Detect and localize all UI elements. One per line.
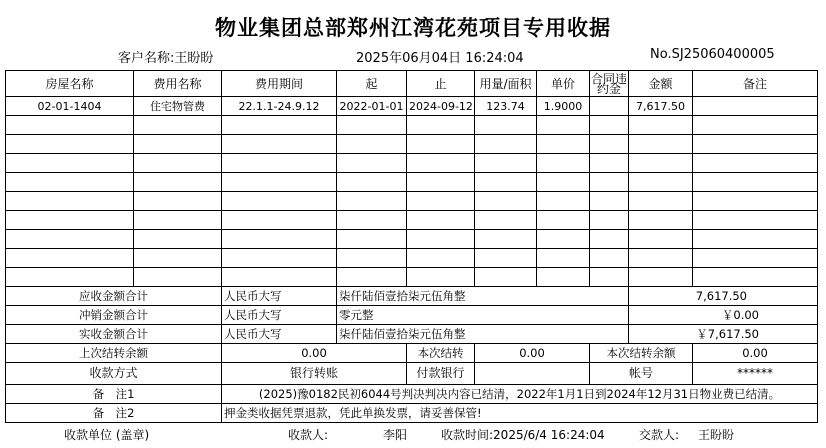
end-date-cell: 2024-09-12 xyxy=(407,97,475,116)
column-header: 备注 xyxy=(693,71,818,97)
receivable-total-row xyxy=(6,287,818,306)
empty-cell xyxy=(537,116,590,135)
note2-text: 押金类收据凭票退款，凭此单换发票，请妥善保管! xyxy=(222,404,818,423)
empty-cell xyxy=(629,192,693,211)
empty-cell xyxy=(407,173,475,192)
collection-time: 收款时间:2025/6/4 16:24:04 xyxy=(441,428,605,442)
empty-cell xyxy=(693,230,818,249)
empty-cell xyxy=(475,230,537,249)
empty-cell xyxy=(222,211,337,230)
caps-label: 人民币大写 xyxy=(222,325,337,344)
offset-total-label: 冲销金额合计 xyxy=(6,306,222,325)
account-label: 帐号 xyxy=(590,363,693,385)
empty-row xyxy=(6,116,818,135)
empty-cell xyxy=(6,135,134,154)
empty-cell xyxy=(537,173,590,192)
empty-cell xyxy=(590,230,629,249)
actual-total-row xyxy=(6,325,818,344)
empty-cell xyxy=(134,192,222,211)
price-cell: 1.9000 xyxy=(537,97,590,116)
empty-cell xyxy=(337,154,407,173)
empty-cell xyxy=(337,116,407,135)
amount-cell: 7,617.50 xyxy=(629,97,693,116)
empty-row xyxy=(6,230,818,249)
empty-cell xyxy=(693,135,818,154)
actual-caps-amount: 柒仟陆佰壹拾柒元伍角整 xyxy=(337,325,629,344)
empty-cell xyxy=(222,192,337,211)
caps-label: 人民币大写 xyxy=(222,306,337,325)
column-header: 合同违约金 xyxy=(590,71,627,96)
empty-cell xyxy=(475,192,537,211)
note2-label: 备 注2 xyxy=(6,404,222,423)
period-cell: 22.1.1-24.9.12 xyxy=(222,97,337,116)
empty-row xyxy=(6,268,818,287)
actual-total-label: 实收金额合计 xyxy=(6,325,222,344)
empty-cell xyxy=(6,268,134,287)
empty-cell xyxy=(222,173,337,192)
empty-cell xyxy=(337,192,407,211)
empty-cell xyxy=(134,173,222,192)
offset-total-row xyxy=(6,306,818,325)
payee-label: 收款人: xyxy=(288,428,329,442)
empty-cell xyxy=(407,211,475,230)
empty-cell xyxy=(629,135,693,154)
column-header: 止 xyxy=(407,71,475,97)
empty-cell xyxy=(407,268,475,287)
empty-cell xyxy=(629,154,693,173)
empty-cell xyxy=(337,268,407,287)
note1-row xyxy=(6,385,818,404)
empty-cell xyxy=(6,249,134,268)
penalty-cell xyxy=(590,97,629,116)
empty-cell xyxy=(590,135,629,154)
empty-cell xyxy=(222,249,337,268)
column-header: 用量/面积 xyxy=(475,71,537,97)
start-date-cell: 2022-01-01 xyxy=(337,97,407,116)
empty-cell xyxy=(475,268,537,287)
empty-cell xyxy=(337,211,407,230)
empty-row xyxy=(6,173,818,192)
empty-row xyxy=(6,211,818,230)
empty-row xyxy=(6,192,818,211)
empty-cell xyxy=(693,249,818,268)
empty-cell xyxy=(337,173,407,192)
carry-over-row xyxy=(6,344,818,363)
empty-cell xyxy=(537,230,590,249)
usage-cell: 123.74 xyxy=(475,97,537,116)
empty-cell xyxy=(629,268,693,287)
receivable-total-label: 应收金额合计 xyxy=(6,287,222,306)
empty-cell xyxy=(693,173,818,192)
empty-cell xyxy=(475,135,537,154)
empty-cell xyxy=(407,116,475,135)
this-carry-value: 0.00 xyxy=(475,344,590,363)
receivable-caps-amount: 柒仟陆佰壹拾柒元伍角整 xyxy=(337,287,629,306)
empty-cell xyxy=(590,211,629,230)
empty-cell xyxy=(407,230,475,249)
caps-label: 人民币大写 xyxy=(222,287,337,306)
empty-cell xyxy=(629,116,693,135)
empty-cell xyxy=(537,211,590,230)
empty-cell xyxy=(590,268,629,287)
empty-cell xyxy=(222,135,337,154)
payment-method-value: 银行转账 xyxy=(222,363,407,385)
column-header: 单价 xyxy=(537,71,590,97)
empty-cell xyxy=(693,192,818,211)
empty-cell xyxy=(337,135,407,154)
empty-cell xyxy=(222,230,337,249)
empty-cell xyxy=(537,249,590,268)
payee-name: 李阳 xyxy=(383,428,408,442)
payment-bank-label: 付款银行 xyxy=(407,363,475,385)
empty-cell xyxy=(590,116,629,135)
this-carry-balance-value: 0.00 xyxy=(693,344,818,363)
empty-cell xyxy=(629,211,693,230)
empty-cell xyxy=(134,211,222,230)
this-carry-label: 本次结转 xyxy=(407,344,475,363)
empty-cell xyxy=(134,249,222,268)
empty-cell xyxy=(6,211,134,230)
collecting-unit-label: 收款单位 (盖章) xyxy=(64,428,150,442)
empty-cell xyxy=(134,230,222,249)
customer-name: 客户名称:王盼盼 xyxy=(118,51,214,66)
empty-cell xyxy=(6,116,134,135)
empty-cell xyxy=(6,154,134,173)
empty-cell xyxy=(337,249,407,268)
empty-cell xyxy=(475,249,537,268)
empty-cell xyxy=(693,116,818,135)
column-header: 金额 xyxy=(629,71,693,97)
empty-cell xyxy=(407,192,475,211)
empty-cell xyxy=(629,230,693,249)
empty-cell xyxy=(537,192,590,211)
offset-amount: ￥0.00 xyxy=(629,306,818,325)
empty-cell xyxy=(537,135,590,154)
empty-cell xyxy=(222,116,337,135)
empty-cell xyxy=(407,154,475,173)
empty-cell xyxy=(407,249,475,268)
column-header: 起 xyxy=(337,71,407,97)
empty-cell xyxy=(693,154,818,173)
empty-cell xyxy=(134,116,222,135)
table-row xyxy=(6,97,818,116)
last-carry-label: 上次结转余额 xyxy=(6,344,222,363)
empty-cell xyxy=(693,211,818,230)
note2-row xyxy=(6,404,818,423)
room-cell: 02-01-1404 xyxy=(6,97,134,116)
payer-label: 交款人: xyxy=(639,428,680,442)
remark-cell xyxy=(693,97,818,116)
account-value: ****** xyxy=(693,363,818,385)
note1-label: 备 注1 xyxy=(6,385,222,404)
empty-cell xyxy=(537,154,590,173)
empty-cell xyxy=(475,173,537,192)
payer-name: 王盼盼 xyxy=(698,428,735,442)
empty-row xyxy=(6,135,818,154)
empty-cell xyxy=(629,249,693,268)
empty-cell xyxy=(6,230,134,249)
receipt-datetime: 2025年06月04日 16:24:04 xyxy=(356,51,524,66)
receipt-title: 物业集团总部郑州江湾花苑项目专用收据 xyxy=(215,15,611,40)
empty-cell xyxy=(475,211,537,230)
empty-cell xyxy=(590,249,629,268)
empty-cell xyxy=(475,116,537,135)
fee-name-cell: 住宅物管费 xyxy=(134,97,222,116)
empty-cell xyxy=(475,154,537,173)
column-header: 费用名称 xyxy=(134,71,222,97)
empty-row xyxy=(6,154,818,173)
payment-row xyxy=(6,363,818,385)
column-header: 费用期间 xyxy=(222,71,337,97)
receivable-amount: 7,617.50 xyxy=(629,287,818,306)
receipt-number: No.SJ25060400005 xyxy=(650,47,775,62)
empty-cell xyxy=(134,268,222,287)
table-header-row xyxy=(6,71,818,97)
empty-cell xyxy=(590,154,629,173)
this-carry-balance-label: 本次结转余额 xyxy=(590,344,693,363)
receipt-table xyxy=(5,70,818,423)
payment-method-label: 收款方式 xyxy=(6,363,222,385)
actual-amount: ￥7,617.50 xyxy=(629,325,818,344)
empty-cell xyxy=(407,135,475,154)
empty-cell xyxy=(134,135,222,154)
empty-cell xyxy=(590,173,629,192)
note1-text: (2025)豫0182民初6044号判决判决内容已结清，2022年1月1日到2024年12月31日物业费已结清。 xyxy=(222,385,818,404)
empty-cell xyxy=(693,268,818,287)
empty-cell xyxy=(134,154,222,173)
column-header: 房屋名称 xyxy=(6,71,134,97)
empty-cell xyxy=(222,154,337,173)
empty-cell xyxy=(6,192,134,211)
empty-cell xyxy=(537,268,590,287)
empty-cell xyxy=(6,173,134,192)
empty-cell xyxy=(222,268,337,287)
empty-row xyxy=(6,249,818,268)
empty-cell xyxy=(629,173,693,192)
empty-cell xyxy=(337,230,407,249)
last-carry-value: 0.00 xyxy=(222,344,407,363)
empty-cell xyxy=(590,192,629,211)
offset-caps-amount: 零元整 xyxy=(337,306,629,325)
payment-bank-value xyxy=(475,363,590,385)
